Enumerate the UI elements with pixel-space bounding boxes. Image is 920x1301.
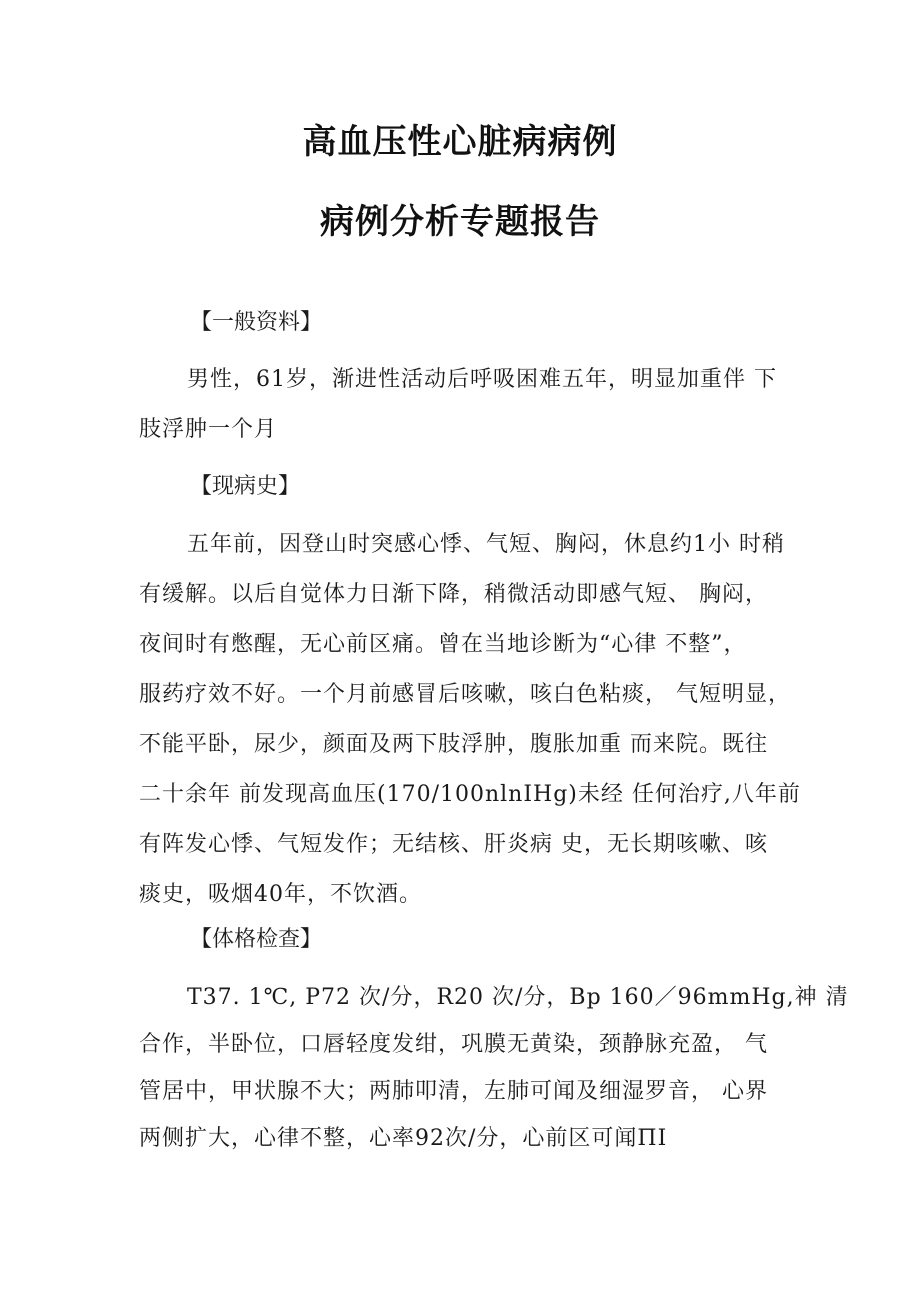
paragraph-line: 男性，61岁，渐进性活动后呼吸困难五年，明显加重伴 下: [187, 367, 777, 392]
present-illness-paragraph: [139, 527, 801, 907]
paragraph-line: 不能平卧，尿少，颜面及两下肢浮肿，腹胀加重 而来院。既往: [139, 732, 768, 757]
section-heading-general-info: 【一般资料】: [190, 310, 323, 335]
paragraph-line: 二十余年 前发现高血压(170/100nlnIHg)未经 任何治疗,八年前: [139, 782, 801, 807]
paragraph-line: 痰史，吸烟40年，不饮酒。: [139, 882, 422, 907]
paragraph-line: T37. 1℃, P72 次/分，R20 次/分，Bp 160／96mmHg,神 清: [187, 985, 849, 1010]
paragraph-line: 夜间时有憋醒，无心前区痛。曾在当地诊断为“心律 不整”，: [139, 632, 747, 657]
paragraph-line: 服药疗效不好。一个月前感冒后咳嗽，咳白色粘痰， 气短明显，: [139, 682, 791, 707]
paragraph-line: 合作，半卧位，口唇轻度发绀，巩膜无黄染，颈静脉充盈， 气: [139, 1032, 768, 1057]
document-title: 高血压性心脏病病例: [302, 122, 618, 162]
paragraph-line: 管居中，甲状腺不大；两肺叩清，左肺可闻及细湿罗音， 心界: [139, 1079, 768, 1104]
paragraph-line: 五年前，因登山时突感心悸、气短、胸闷，休息约1小 时稍: [187, 532, 785, 557]
section-heading-present-illness: 【现病史】: [190, 474, 301, 499]
paragraph-line: 有阵发心悸、气短发作；无结核、肝炎病 史，无长期咳嗽、咳: [139, 832, 768, 857]
physical-exam-paragraph: [139, 980, 849, 1170]
paragraph-line: 肢浮肿一个月: [139, 417, 278, 442]
section-heading-physical-exam: 【体格检查】: [190, 927, 323, 952]
paragraph-line: 两侧扩大，心律不整，心率92次/分，心前区可闻ΠⅠ: [139, 1126, 668, 1151]
document-subtitle: 病例分析专题报告: [320, 202, 600, 242]
paragraph-line: 有缓解。以后自觉体力日渐下降，稍微活动即感气短、 胸闷，: [139, 582, 768, 607]
general-info-paragraph: [139, 362, 789, 442]
